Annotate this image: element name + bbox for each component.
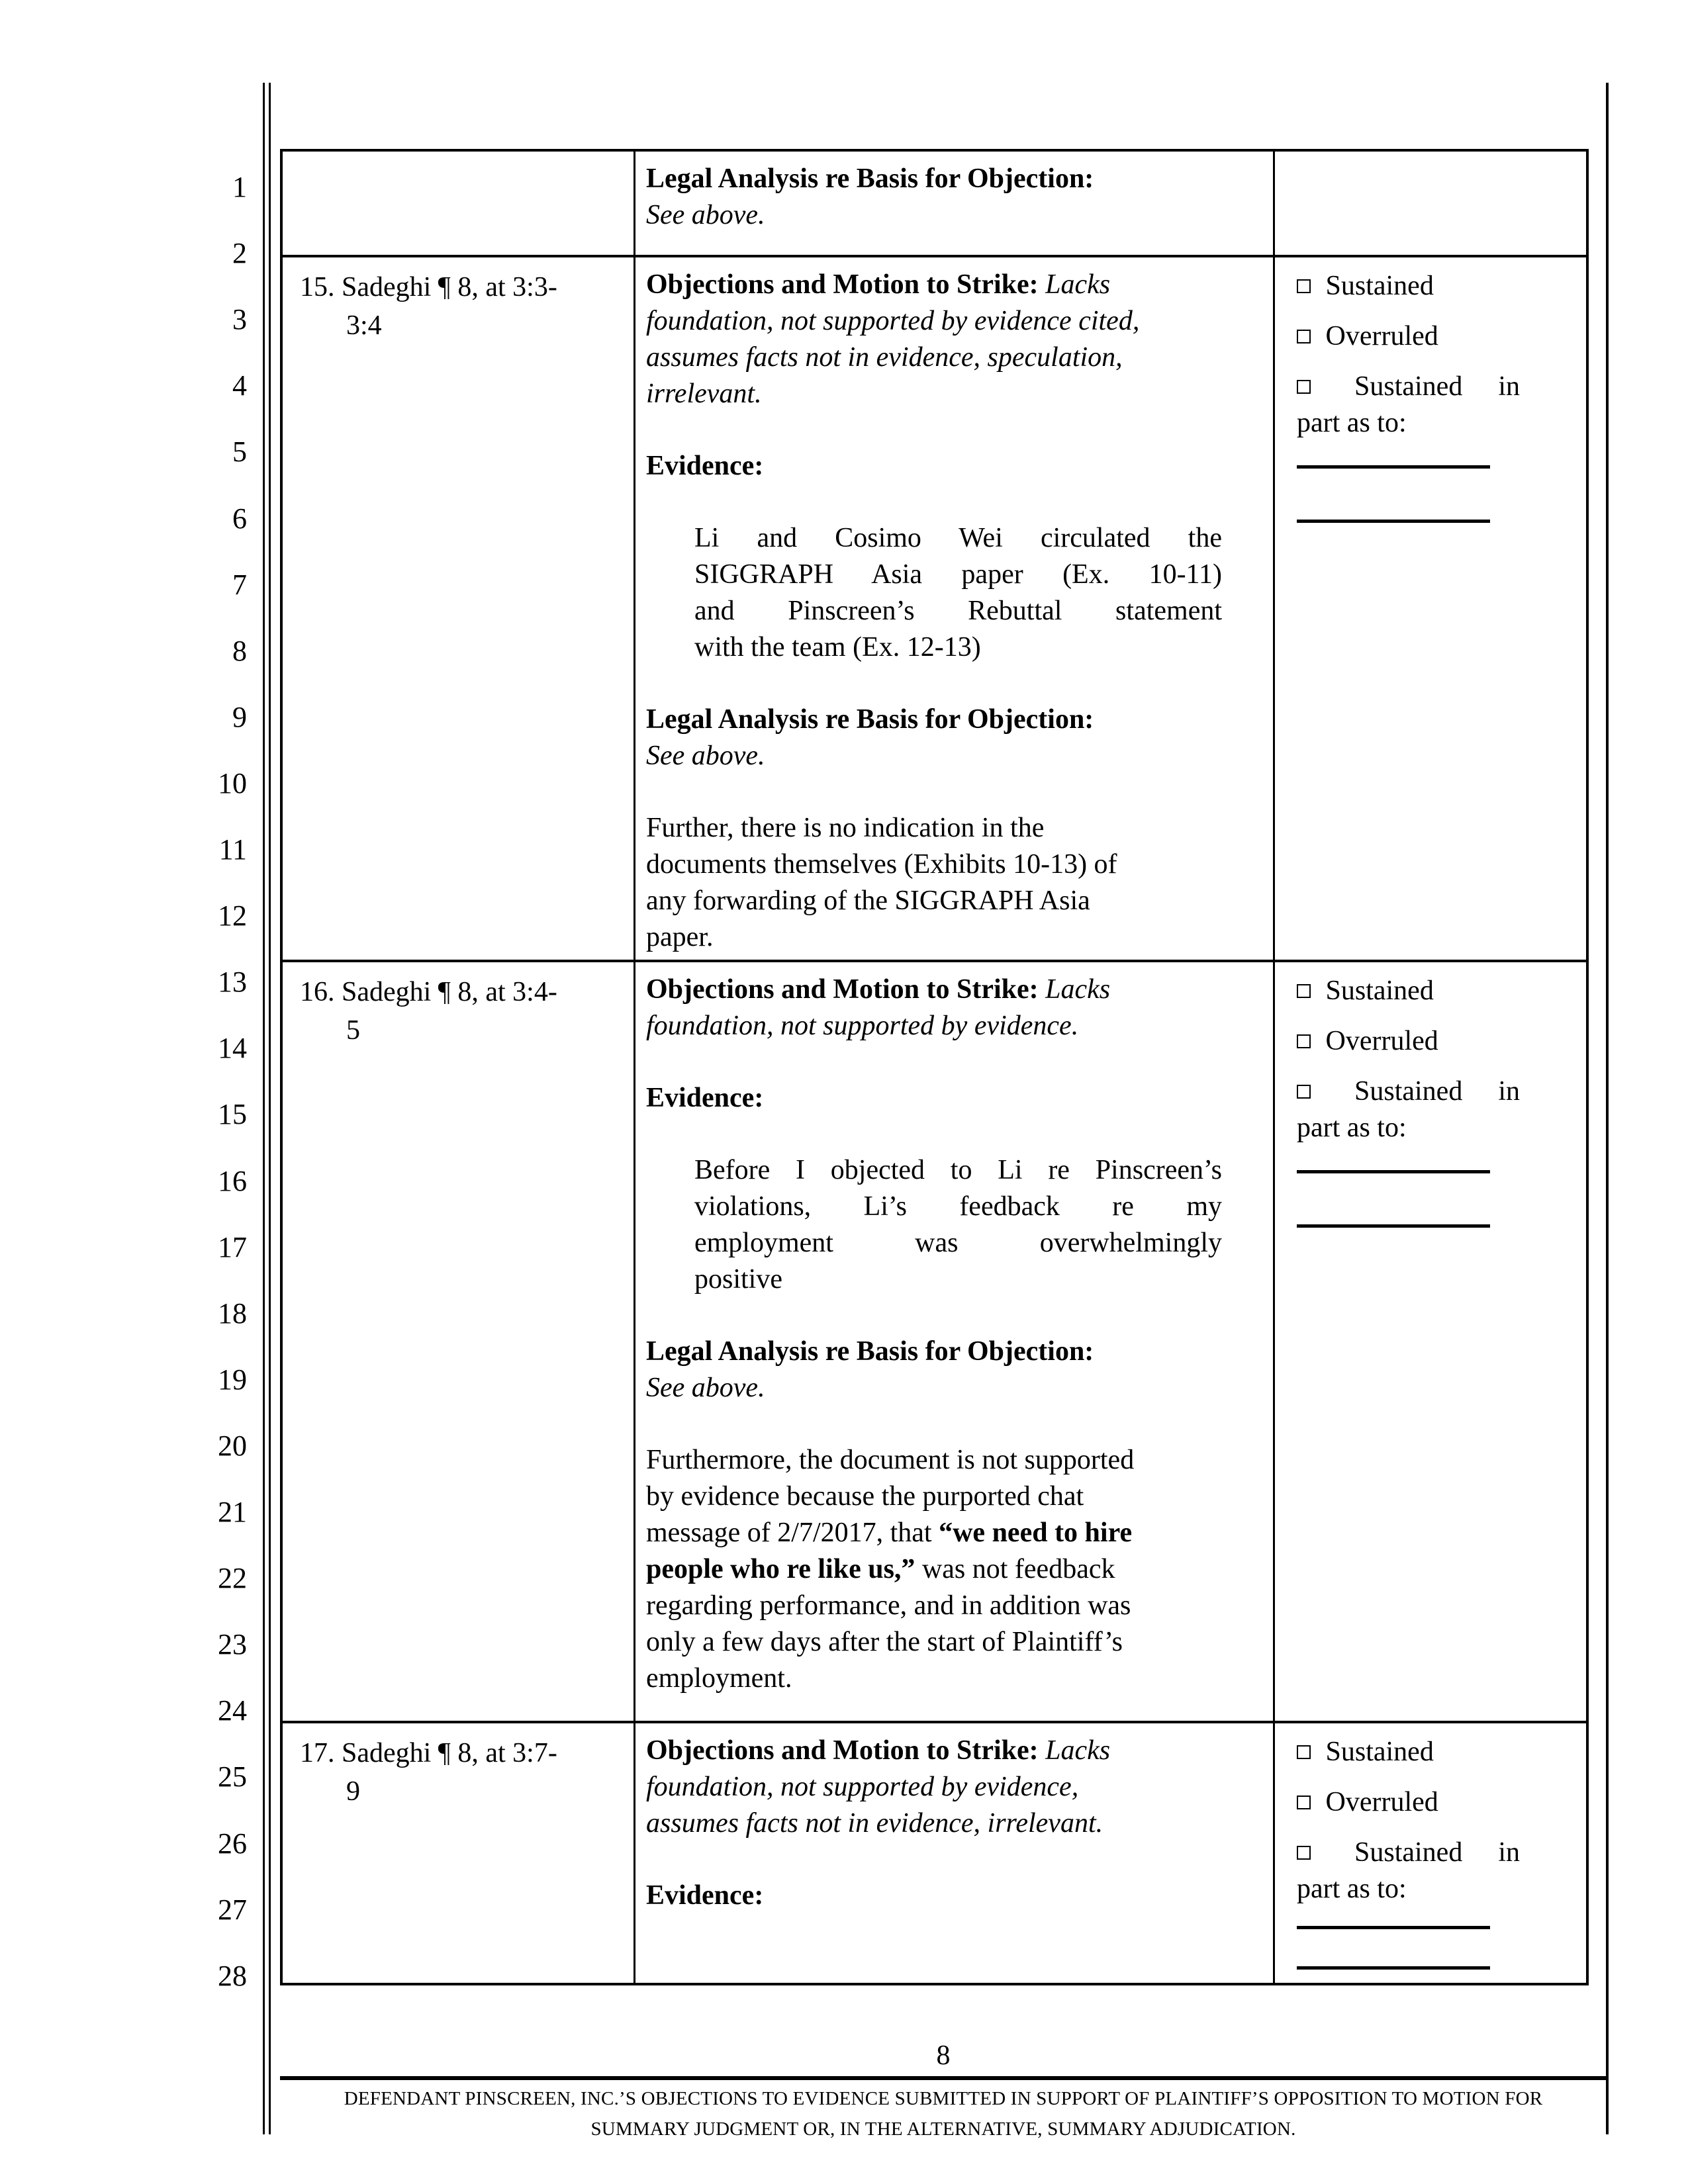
text-segment: any forwarding of the SIGGRAPH Asia bbox=[646, 886, 1090, 916]
objections-table bbox=[280, 149, 1589, 1985]
pleading-left-double-rule-outer bbox=[263, 83, 265, 2134]
line-number: 15 bbox=[218, 1098, 247, 1131]
citation-line: 9 bbox=[346, 1776, 360, 1807]
text-line bbox=[1297, 1784, 1520, 1821]
ruling-option-sustained-in-part bbox=[1297, 1073, 1520, 1146]
text-segment: people who re like us,” bbox=[646, 1554, 915, 1584]
objection-cell bbox=[635, 1723, 1275, 1983]
text-line bbox=[646, 1661, 1258, 1697]
text-line bbox=[1297, 405, 1520, 441]
text-line bbox=[1297, 973, 1520, 1009]
text-line bbox=[1297, 318, 1520, 355]
line-number: 21 bbox=[218, 1496, 247, 1528]
text-line bbox=[646, 1479, 1258, 1515]
text-segment: Objections and Motion to Strike: bbox=[646, 269, 1039, 300]
text-line bbox=[1297, 1073, 1520, 1110]
objection-paragraph bbox=[646, 1878, 1258, 1914]
line-number: 20 bbox=[218, 1429, 247, 1462]
text-line bbox=[646, 972, 1258, 1008]
ruling-option-sustained-in-part bbox=[1297, 369, 1520, 441]
text-segment: Overruled bbox=[1319, 1026, 1438, 1056]
ruling-cell bbox=[1275, 962, 1586, 1721]
citation-line: 16. Sadeghi ¶ 8, at 3:4- bbox=[300, 977, 557, 1007]
text-segment: See above. bbox=[646, 741, 765, 771]
table-row bbox=[283, 960, 1586, 1721]
line-number: 22 bbox=[218, 1562, 247, 1595]
line-number: 6 bbox=[232, 502, 247, 535]
line-number: 16 bbox=[218, 1164, 247, 1197]
text-segment: Li and Cosimo Wei circulated the bbox=[694, 523, 1222, 553]
line-number: 19 bbox=[218, 1363, 247, 1396]
text-segment: Evidence: bbox=[646, 1880, 764, 1911]
checkbox-icon bbox=[1297, 1846, 1311, 1860]
ruling-blank-line bbox=[1297, 1966, 1490, 1970]
text-line bbox=[646, 1334, 1258, 1370]
text-segment: Further, there is no indication in the bbox=[646, 813, 1045, 843]
ruling-blank-line bbox=[1297, 465, 1490, 469]
text-line bbox=[646, 1515, 1258, 1551]
ruling-blank-line bbox=[1297, 520, 1490, 523]
objection-cell bbox=[635, 257, 1275, 960]
footer-title-line2: SUMMARY JUDGMENT OR, IN THE ALTERNATIVE, SUMMARY ADJUDICATION. bbox=[590, 2118, 1296, 2140]
line-number: 18 bbox=[218, 1297, 247, 1330]
text-line bbox=[1297, 369, 1520, 405]
text-line bbox=[694, 1189, 1222, 1225]
footer-title bbox=[280, 2083, 1607, 2144]
line-number: 11 bbox=[218, 833, 247, 866]
text-segment: part as to: bbox=[1297, 1874, 1407, 1904]
text-line bbox=[646, 810, 1258, 846]
text-segment: assumes facts not in evidence, speculation, bbox=[646, 342, 1123, 373]
ruling-option-overruled bbox=[1297, 318, 1520, 355]
ruling-cell bbox=[1275, 1723, 1586, 1983]
ruling-blank-line bbox=[1297, 1224, 1490, 1228]
text-line bbox=[694, 1225, 1222, 1261]
footer-rule bbox=[280, 2076, 1607, 2080]
ruling-option-overruled bbox=[1297, 1023, 1520, 1060]
ruling-option-sustained bbox=[1297, 1734, 1520, 1770]
text-line bbox=[1297, 1871, 1520, 1907]
ruling-option-sustained-in-part bbox=[1297, 1835, 1520, 1907]
text-line bbox=[1297, 1734, 1520, 1770]
text-line bbox=[646, 197, 1258, 234]
text-segment: foundation, not supported by evidence, bbox=[646, 1772, 1079, 1802]
text-segment: Sustained bbox=[1319, 1737, 1434, 1767]
objection-cell bbox=[635, 152, 1275, 255]
text-line bbox=[646, 376, 1258, 412]
text-segment: employment. bbox=[646, 1663, 792, 1694]
citation-cell bbox=[283, 962, 635, 1721]
objection-paragraph bbox=[646, 1334, 1258, 1406]
line-number: 1 bbox=[232, 171, 247, 203]
text-segment: Lacks bbox=[1038, 974, 1111, 1005]
table-row bbox=[283, 1721, 1586, 1983]
line-number: 24 bbox=[218, 1694, 247, 1727]
checkbox-icon bbox=[1297, 1085, 1311, 1099]
footer-title-line1: DEFENDANT PINSCREEN, INC.’S OBJECTIONS TO EVIDENCE SUBMITTED IN SUPPORT OF PLAINTIFF’S OPPOSITION TO MOTION FOR bbox=[344, 2088, 1543, 2109]
text-line bbox=[646, 883, 1258, 919]
text-segment: with the team (Ex. 12-13) bbox=[694, 632, 981, 662]
text-line bbox=[646, 448, 1258, 484]
text-line bbox=[646, 919, 1258, 956]
text-segment: only a few days after the start of Plaintiff’s bbox=[646, 1627, 1123, 1657]
objection-paragraph bbox=[646, 267, 1258, 412]
objection-paragraph bbox=[646, 1733, 1258, 1842]
text-segment: Lacks bbox=[1038, 1735, 1111, 1766]
page-number: 8 bbox=[936, 2040, 951, 2071]
text-line bbox=[1297, 1023, 1520, 1060]
line-number: 13 bbox=[218, 966, 247, 999]
text-segment: was not feedback bbox=[915, 1554, 1115, 1584]
ruling-option-sustained bbox=[1297, 268, 1520, 304]
ruling-blank-line bbox=[1297, 1170, 1490, 1173]
line-number: 12 bbox=[218, 899, 247, 933]
table-row bbox=[283, 152, 1586, 255]
text-segment: employment was overwhelmingly bbox=[694, 1228, 1222, 1258]
citation-line: 17. Sadeghi ¶ 8, at 3:7- bbox=[300, 1738, 557, 1768]
text-line bbox=[694, 593, 1222, 629]
line-number: 26 bbox=[218, 1827, 247, 1860]
text-line bbox=[646, 161, 1258, 197]
line-number: 8 bbox=[232, 634, 247, 667]
text-line bbox=[646, 1878, 1258, 1914]
text-line bbox=[646, 1805, 1258, 1842]
citation-line: 15. Sadeghi ¶ 8, at 3:3- bbox=[300, 272, 557, 302]
text-segment: Furthermore, the document is not supported bbox=[646, 1445, 1135, 1475]
citation-line: 3:4 bbox=[346, 310, 382, 341]
checkbox-icon bbox=[1297, 1745, 1311, 1759]
text-line bbox=[694, 629, 1222, 666]
line-number: 23 bbox=[218, 1628, 247, 1661]
ruling-option-overruled bbox=[1297, 1784, 1520, 1821]
checkbox-icon bbox=[1297, 1034, 1311, 1048]
ruling-blank-line bbox=[1297, 1926, 1490, 1929]
text-segment: Evidence: bbox=[646, 451, 764, 481]
objection-paragraph bbox=[646, 972, 1258, 1044]
text-line bbox=[694, 557, 1222, 593]
line-number: 14 bbox=[218, 1032, 247, 1065]
text-segment: Sustained in bbox=[1319, 1837, 1520, 1868]
text-line bbox=[694, 1152, 1222, 1189]
text-segment: Objections and Motion to Strike: bbox=[646, 1735, 1039, 1766]
text-line bbox=[646, 1733, 1258, 1769]
evidence-quote bbox=[694, 520, 1222, 666]
text-line bbox=[646, 1769, 1258, 1805]
objection-paragraph bbox=[646, 161, 1258, 234]
checkbox-icon bbox=[1297, 380, 1311, 394]
line-number: 9 bbox=[232, 700, 247, 733]
text-segment: assumes facts not in evidence, irrelevant. bbox=[646, 1808, 1103, 1839]
line-number: 7 bbox=[232, 568, 247, 601]
objection-paragraph bbox=[646, 1080, 1258, 1116]
text-segment: Sustained in bbox=[1319, 1076, 1520, 1107]
line-number: 2 bbox=[232, 237, 247, 270]
checkbox-icon bbox=[1297, 1796, 1311, 1809]
text-segment: foundation, not supported by evidence. bbox=[646, 1011, 1079, 1041]
text-line bbox=[646, 738, 1258, 774]
text-line bbox=[646, 1370, 1258, 1406]
text-segment: Sustained bbox=[1319, 976, 1434, 1006]
citation-cell bbox=[283, 152, 635, 255]
text-segment: documents themselves (Exhibits 10-13) of bbox=[646, 849, 1117, 880]
text-segment: irrelevant. bbox=[646, 379, 762, 409]
text-line bbox=[646, 1624, 1258, 1661]
text-segment: Legal Analysis re Basis for Objection: bbox=[646, 1336, 1094, 1367]
line-number: 17 bbox=[218, 1230, 247, 1263]
text-segment: part as to: bbox=[1297, 1113, 1407, 1143]
text-line bbox=[646, 702, 1258, 738]
text-segment: message of 2/7/2017, that bbox=[646, 1518, 939, 1548]
ruling-option-sustained bbox=[1297, 973, 1520, 1009]
text-segment: paper. bbox=[646, 922, 714, 952]
ruling-cell bbox=[1275, 152, 1586, 255]
citation-cell bbox=[283, 1723, 635, 1983]
checkbox-icon bbox=[1297, 330, 1311, 343]
text-segment: foundation, not supported by evidence cited, bbox=[646, 306, 1140, 336]
line-number: 27 bbox=[218, 1893, 247, 1926]
text-line bbox=[646, 1080, 1258, 1116]
text-line bbox=[646, 303, 1258, 340]
text-segment: Overruled bbox=[1319, 1787, 1438, 1817]
line-number: 28 bbox=[218, 1959, 247, 1992]
text-segment: SIGGRAPH Asia paper (Ex. 10-11) bbox=[694, 559, 1222, 590]
line-number: 3 bbox=[232, 303, 247, 336]
line-number: 25 bbox=[218, 1760, 247, 1794]
text-line bbox=[646, 1008, 1258, 1044]
text-segment: Sustained in bbox=[1319, 371, 1520, 402]
text-segment: Evidence: bbox=[646, 1083, 764, 1113]
checkbox-icon bbox=[1297, 984, 1311, 998]
evidence-quote bbox=[694, 1152, 1222, 1298]
table-row bbox=[283, 255, 1586, 960]
text-segment: Legal Analysis re Basis for Objection: bbox=[646, 163, 1094, 194]
text-segment: positive bbox=[694, 1264, 782, 1295]
text-segment: Lacks bbox=[1038, 269, 1111, 300]
text-line bbox=[694, 1261, 1222, 1298]
text-line bbox=[646, 846, 1258, 883]
objection-paragraph bbox=[646, 1442, 1258, 1697]
text-segment: See above. bbox=[646, 1373, 765, 1403]
objection-paragraph bbox=[646, 810, 1258, 956]
objection-paragraph bbox=[646, 448, 1258, 484]
text-segment: regarding performance, and in addition was bbox=[646, 1590, 1131, 1621]
citation-line: 5 bbox=[346, 1015, 360, 1046]
text-segment: Sustained bbox=[1319, 271, 1434, 301]
text-line bbox=[1297, 268, 1520, 304]
objection-paragraph bbox=[646, 702, 1258, 774]
text-segment: and Pinscreen’s Rebuttal statement bbox=[694, 596, 1222, 626]
pleading-left-double-rule-inner bbox=[269, 83, 271, 2134]
text-segment: by evidence because the purported chat bbox=[646, 1481, 1084, 1512]
text-segment: Before I objected to Li re Pinscreen’s bbox=[694, 1155, 1222, 1185]
text-segment: Objections and Motion to Strike: bbox=[646, 974, 1039, 1005]
ruling-cell bbox=[1275, 257, 1586, 960]
text-segment: Legal Analysis re Basis for Objection: bbox=[646, 704, 1094, 735]
pleading-right-rule bbox=[1606, 83, 1609, 2134]
text-line bbox=[694, 520, 1222, 557]
checkbox-icon bbox=[1297, 279, 1311, 293]
text-segment: See above. bbox=[646, 200, 765, 230]
text-line bbox=[646, 1551, 1258, 1588]
text-line bbox=[646, 1442, 1258, 1479]
text-segment: part as to: bbox=[1297, 408, 1407, 438]
text-line bbox=[1297, 1110, 1520, 1146]
text-line bbox=[1297, 1835, 1520, 1871]
text-line bbox=[646, 340, 1258, 376]
text-line bbox=[646, 1588, 1258, 1624]
line-number: 5 bbox=[232, 435, 247, 469]
text-segment: violations, Li’s feedback re my bbox=[694, 1191, 1222, 1222]
objection-cell bbox=[635, 962, 1275, 1721]
line-number: 10 bbox=[218, 766, 247, 799]
citation-cell bbox=[283, 257, 635, 960]
line-number: 4 bbox=[232, 369, 247, 402]
text-line bbox=[646, 267, 1258, 303]
text-segment: Overruled bbox=[1319, 321, 1438, 351]
text-segment: “we need to hire bbox=[939, 1518, 1133, 1548]
